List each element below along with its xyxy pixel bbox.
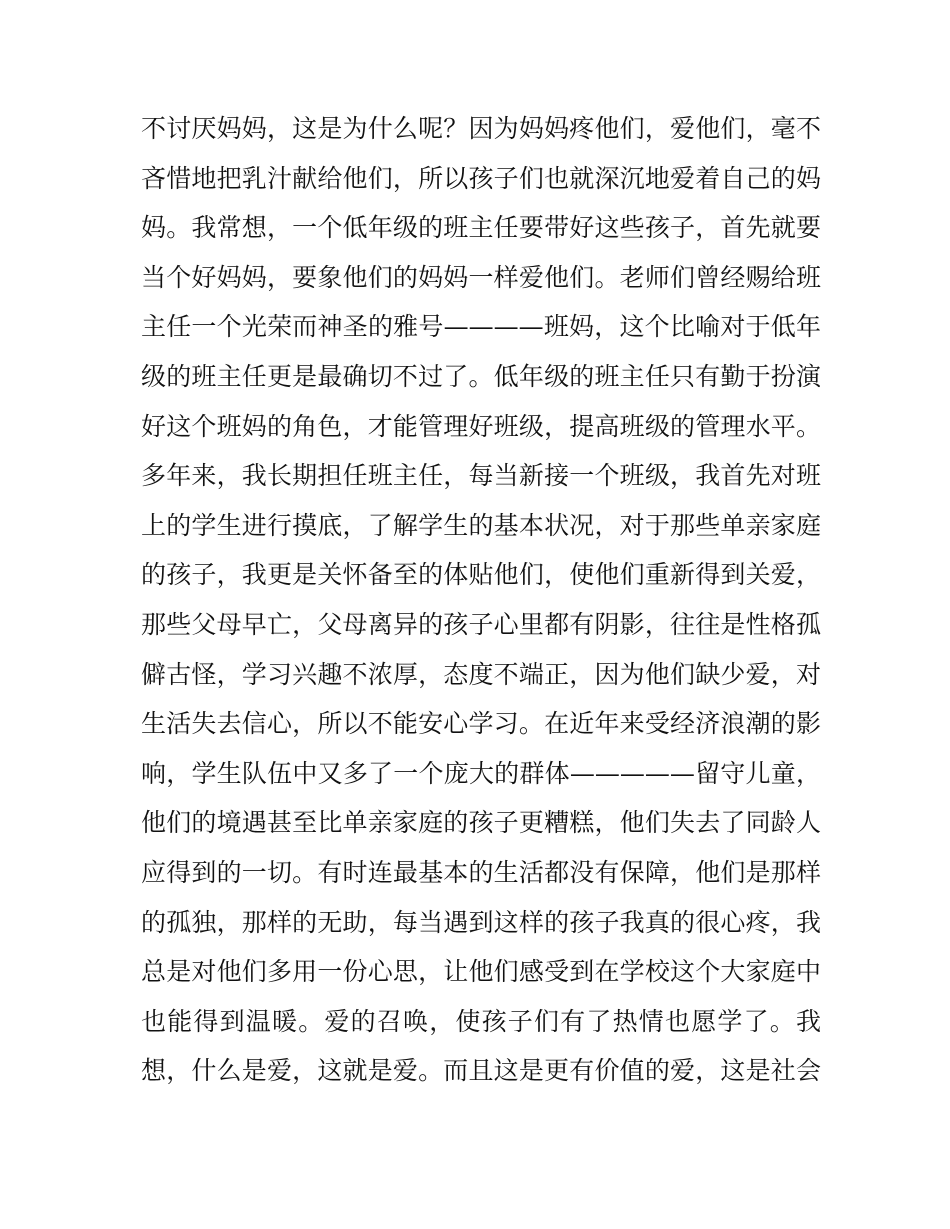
text-line-10: 的孩子，我更是关怀备至的体贴他们，使他们重新得到关爱， — [141, 560, 821, 590]
text-line-17: 的孤独，那样的无助，每当遇到这样的孩子我真的很心疼，我 — [141, 907, 821, 937]
text-line-6: 级的班主任更是最确切不过了。低年级的班主任只有勤于扮演 — [141, 361, 821, 391]
text-line-1: 不讨厌妈妈，这是为什么呢？因为妈妈疼他们，爱他们，毫不 — [141, 114, 821, 143]
text-line-7: 好这个班妈的角色，才能管理好班级，提高班级的管理水平。 — [141, 411, 821, 441]
text-line-15: 他们的境遇甚至比单亲家庭的孩子更糟糕，他们失去了同龄人 — [141, 808, 821, 838]
text-line-19: 也能得到温暖。爱的召唤，使孩子们有了热情也愿学了。我 — [141, 1006, 821, 1036]
text-line-18: 总是对他们多用一份心思，让他们感受到在学校这个大家庭中 — [141, 957, 821, 987]
text-line-20: 想，什么是爱，这就是爱。而且这是更有价值的爱，这是社会 — [141, 1056, 821, 1086]
text-line-3: 妈。我常想，一个低年级的班主任要带好这些孩子，首先就要 — [141, 213, 821, 243]
text-line-13: 生活失去信心，所以不能安心学习。在近年来受经济浪潮的影 — [141, 709, 821, 739]
body-text — [141, 104, 821, 1096]
text-line-9: 上的学生进行摸底，了解学生的基本状况，对于那些单亲家庭 — [141, 510, 821, 540]
text-line-12: 僻古怪，学习兴趣不浓厚，态度不端正，因为他们缺少爱，对 — [141, 659, 821, 689]
text-line-16: 应得到的一切。有时连最基本的生活都没有保障，他们是那样 — [141, 857, 821, 887]
text-line-4: 当个好妈妈，要象他们的妈妈一样爱他们。老师们曾经赐给班 — [141, 262, 821, 292]
text-line-2: 吝惜地把乳汁献给他们，所以孩子们也就深沉地爱着自己的妈 — [141, 163, 821, 193]
text-line-5: 主任一个光荣而神圣的雅号————班妈，这个比喻对于低年 — [141, 312, 821, 342]
text-line-14: 响，学生队伍中又多了一个庞大的群体—————留守儿童， — [141, 758, 821, 788]
text-line-8: 多年来，我长期担任班主任，每当新接一个班级，我首先对班 — [141, 461, 821, 491]
text-line-11: 那些父母早亡，父母离异的孩子心里都有阴影，往往是性格孤 — [141, 609, 821, 639]
